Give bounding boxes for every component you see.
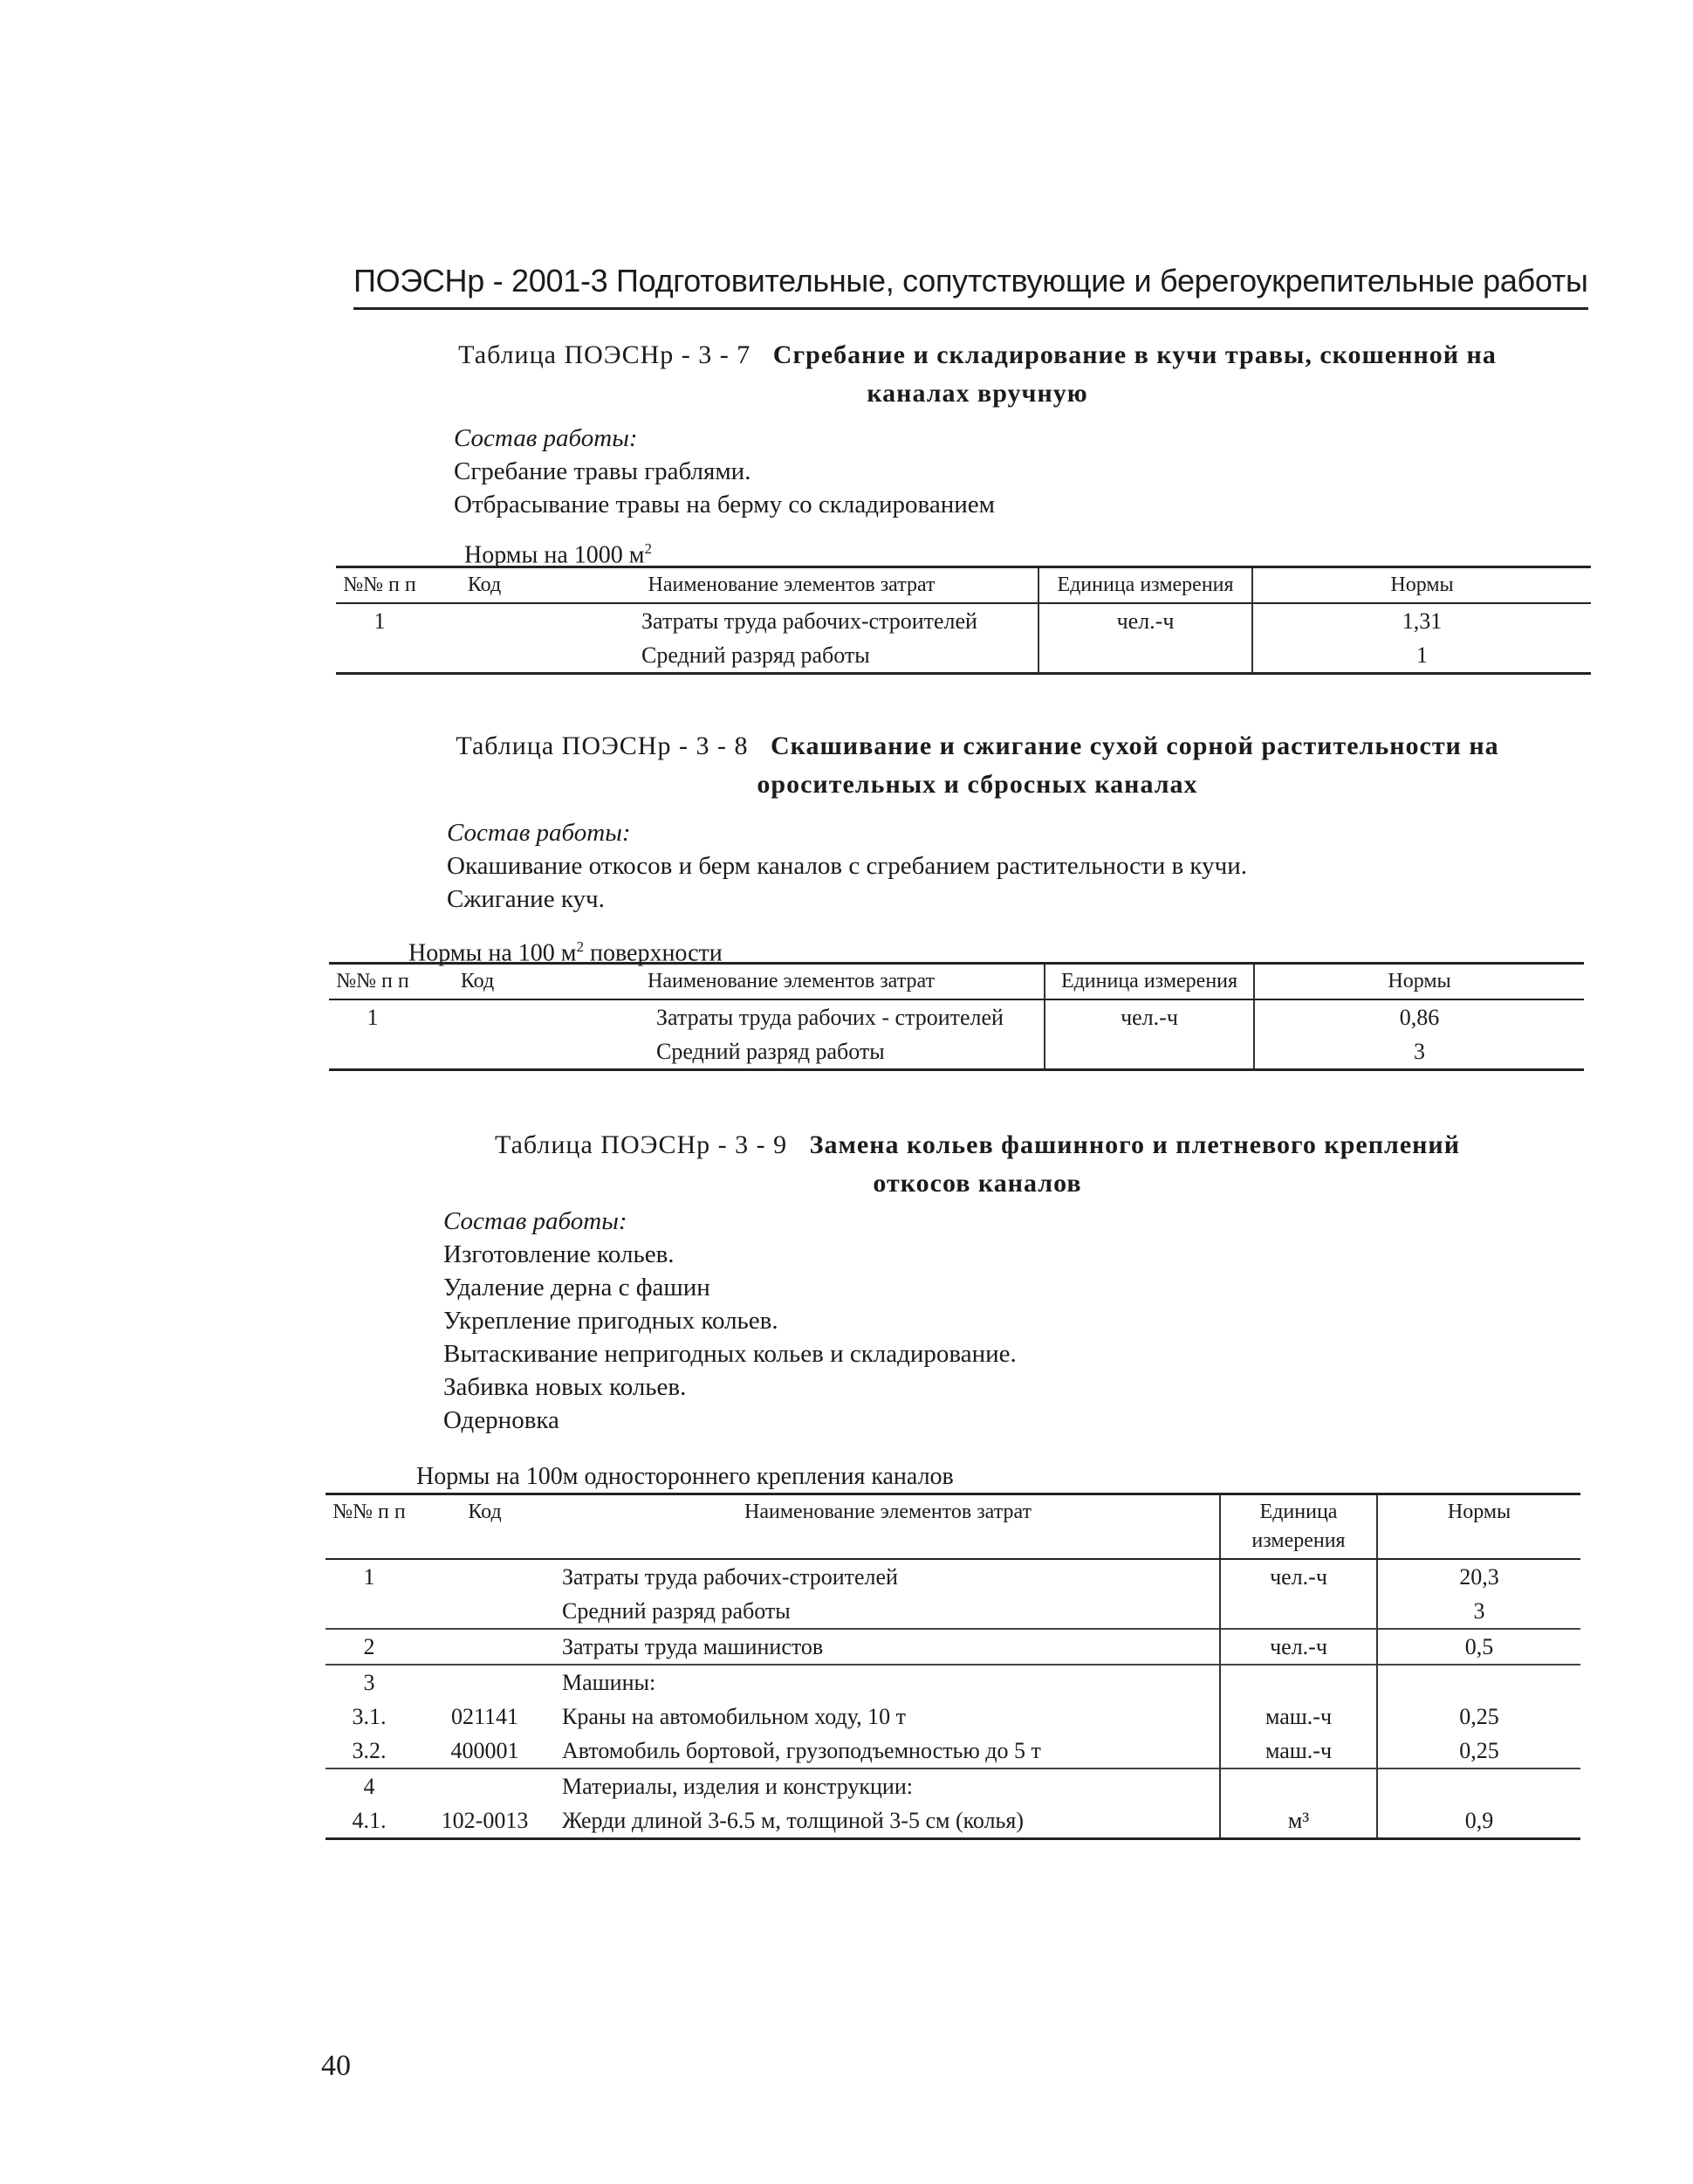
norm-unit-text: Нормы на 1000 м	[464, 541, 645, 569]
table-row	[326, 1665, 1580, 1700]
table-row	[329, 1034, 1584, 1070]
table-3-9-title-line1: Замена кольев фашинного и плетневого креплений	[809, 1130, 1460, 1159]
col-header-code: Код	[423, 567, 545, 604]
composition-item: Одерновка	[443, 1406, 559, 1434]
table-row	[329, 999, 1584, 1034]
row-name: Краны на автомобильном ходу, 10 т	[557, 1700, 1220, 1734]
row-code	[413, 1594, 557, 1629]
row-norm: 0,25	[1459, 1704, 1499, 1729]
row-unit	[1220, 1665, 1377, 1700]
row-num: 3.1.	[352, 1704, 387, 1729]
row-name: Затраты труда рабочих-строителей	[557, 1559, 1220, 1594]
row-name: Затраты труда машинистов	[557, 1629, 1220, 1665]
table-3-7-title-line1: Сгребание и складирование в кучи травы, скошенной на	[772, 340, 1497, 369]
row-unit: чел.-ч	[1220, 1629, 1377, 1665]
row-num: 2	[326, 1629, 413, 1665]
col-header-unit: Единица измерения	[1220, 1494, 1377, 1560]
row-unit: чел.-ч	[1220, 1559, 1377, 1594]
row-norm	[1377, 1768, 1580, 1803]
table-row	[336, 638, 1591, 674]
composition-item: Удаление дерна с фашин	[443, 1274, 710, 1301]
col-header-norm: Нормы	[1377, 1494, 1580, 1560]
row-norm: 0,86	[1399, 1005, 1440, 1030]
row-num	[336, 638, 423, 674]
table-row	[326, 1629, 1580, 1665]
page-number: 40	[321, 2050, 351, 2082]
row-norm: 0,9	[1464, 1808, 1494, 1833]
row-code	[423, 603, 545, 638]
row-code: 400001	[450, 1738, 519, 1763]
col-header-code: Код	[416, 964, 538, 1000]
table-3-9-caption	[332, 1126, 1623, 1203]
table-3-8-title-line1: Скашивание и сжигание сухой сорной растительности на	[770, 731, 1499, 760]
composition-item: Изготовление кольев.	[443, 1240, 675, 1268]
row-num: 1	[367, 1005, 379, 1030]
row-name: Затраты труда рабочих - строителей	[538, 999, 1045, 1034]
table-header-row	[326, 1494, 1580, 1560]
norm-unit-text: Нормы на 100м одностороннего крепления каналов	[416, 1463, 954, 1490]
table-3-8-composition	[447, 816, 1247, 916]
row-num: 4.1.	[352, 1808, 387, 1833]
table-row	[336, 603, 1591, 638]
row-unit: маш.-ч	[1220, 1734, 1377, 1768]
table-3-9-prefix: Таблица ПОЭСНр - 3 - 9	[495, 1130, 788, 1159]
composition-title: Состав работы:	[443, 1207, 627, 1235]
row-num: 3.2.	[352, 1738, 387, 1763]
table-3-7-composition	[454, 422, 995, 521]
table-row	[326, 1559, 1580, 1594]
table-3-9	[326, 1493, 1580, 1840]
row-code	[416, 999, 538, 1034]
composition-item: Укрепление пригодных кольев.	[443, 1307, 778, 1335]
norm-unit-sup: 2	[644, 540, 652, 557]
row-num: 1	[374, 608, 386, 634]
page-header: ПОЭСНр - 2001-3 Подготовительные, сопутствующие и берегоукрепительные работы	[353, 263, 1588, 299]
col-header-norm: Нормы	[1254, 964, 1584, 1000]
col-header-unit: Единица измерения	[1038, 567, 1252, 604]
row-unit	[1220, 1594, 1377, 1629]
row-code	[413, 1629, 557, 1665]
row-name: Материалы, изделия и конструкции:	[557, 1768, 1220, 1803]
norm-unit-sup: 2	[576, 938, 584, 955]
col-header-num: №№ п п	[329, 964, 416, 1000]
table-3-9-composition	[443, 1205, 1017, 1437]
row-norm: 20,3	[1459, 1564, 1499, 1590]
table-row	[326, 1803, 1580, 1839]
table-3-8-caption	[332, 727, 1623, 804]
row-code	[413, 1768, 557, 1803]
table-3-7-prefix: Таблица ПОЭСНр - 3 - 7	[458, 340, 751, 369]
table-3-7-title-line2: каналах вручную	[867, 379, 1088, 408]
table-3-9-norm-unit	[416, 1462, 954, 1492]
composition-item: Забивка новых кольев.	[443, 1373, 687, 1401]
composition-title: Состав работы:	[447, 819, 631, 847]
row-unit: м³	[1220, 1803, 1377, 1839]
col-header-code: Код	[413, 1494, 557, 1560]
table-3-9-body	[326, 1559, 1580, 1839]
table-row	[326, 1768, 1580, 1803]
row-name: Средний разряд работы	[557, 1594, 1220, 1629]
row-norm: 1,31	[1402, 608, 1443, 634]
col-header-num: №№ п п	[336, 567, 423, 604]
row-code	[423, 638, 545, 674]
table-3-9-title-line2: откосов каналов	[873, 1169, 1082, 1198]
norm-unit-tail: поверхности	[583, 939, 723, 967]
row-name: Средний разряд работы	[545, 638, 1038, 674]
row-code: 021141	[450, 1704, 519, 1729]
row-code	[413, 1665, 557, 1700]
col-header-name: Наименование элементов затрат	[557, 1494, 1220, 1560]
row-norm: 0,5	[1377, 1629, 1580, 1665]
row-num: 3	[326, 1665, 413, 1700]
row-num	[329, 1034, 416, 1070]
norm-unit-text: Нормы на 100 м	[408, 939, 577, 967]
row-code	[413, 1559, 557, 1594]
table-3-7	[336, 566, 1591, 675]
row-unit	[1038, 638, 1252, 674]
row-unit: чел.-ч	[1038, 603, 1252, 638]
row-name: Машины:	[557, 1665, 1220, 1700]
row-norm: 0,25	[1459, 1738, 1499, 1763]
col-header-unit: Единица измерения	[1045, 964, 1254, 1000]
col-header-name: Наименование элементов затрат	[538, 964, 1045, 1000]
composition-title: Состав работы:	[454, 424, 638, 452]
row-name: Жерди длиной 3-6.5 м, толщиной 3-5 см (колья)	[557, 1803, 1220, 1839]
table-row	[326, 1700, 1580, 1734]
row-norm: 3	[1414, 1039, 1425, 1064]
composition-item: Вытаскивание непригодных кольев и складирование.	[443, 1340, 1017, 1368]
table-3-8	[329, 962, 1584, 1071]
row-norm	[1377, 1665, 1580, 1700]
row-name: Автомобиль бортовой, грузоподъемностью до 5 т	[557, 1734, 1220, 1768]
table-header-row	[336, 567, 1591, 604]
composition-item: Окашивание откосов и берм каналов с сгребанием растительности в кучи.	[447, 852, 1247, 880]
header-rule	[353, 307, 1588, 310]
row-name: Затраты труда рабочих-строителей	[545, 603, 1038, 638]
col-header-name: Наименование элементов затрат	[545, 567, 1038, 604]
table-3-8-prefix: Таблица ПОЭСНр - 3 - 8	[456, 731, 749, 760]
row-code: 102-0013	[441, 1808, 529, 1833]
col-header-norm: Нормы	[1252, 567, 1591, 604]
table-header-row	[329, 964, 1584, 1000]
row-code	[416, 1034, 538, 1070]
composition-item: Сжигание куч.	[447, 885, 605, 913]
row-norm: 3	[1473, 1598, 1485, 1624]
row-num	[326, 1594, 413, 1629]
row-unit	[1045, 1034, 1254, 1070]
table-3-8-title-line2: оросительных и сбросных каналах	[757, 770, 1198, 799]
row-name: Средний разряд работы	[538, 1034, 1045, 1070]
row-unit: маш.-ч	[1220, 1700, 1377, 1734]
composition-item: Отбрасывание травы на берму со складированием	[454, 491, 995, 519]
row-num: 1	[363, 1564, 375, 1590]
table-row	[326, 1594, 1580, 1629]
row-norm: 1	[1416, 642, 1428, 668]
composition-item: Сгребание травы граблями.	[454, 457, 751, 485]
col-header-num: №№ п п	[326, 1494, 413, 1560]
row-unit: чел.-ч	[1045, 999, 1254, 1034]
row-num: 4	[326, 1768, 413, 1803]
row-unit	[1220, 1768, 1377, 1803]
table-row	[326, 1734, 1580, 1768]
table-3-7-caption	[332, 336, 1623, 413]
